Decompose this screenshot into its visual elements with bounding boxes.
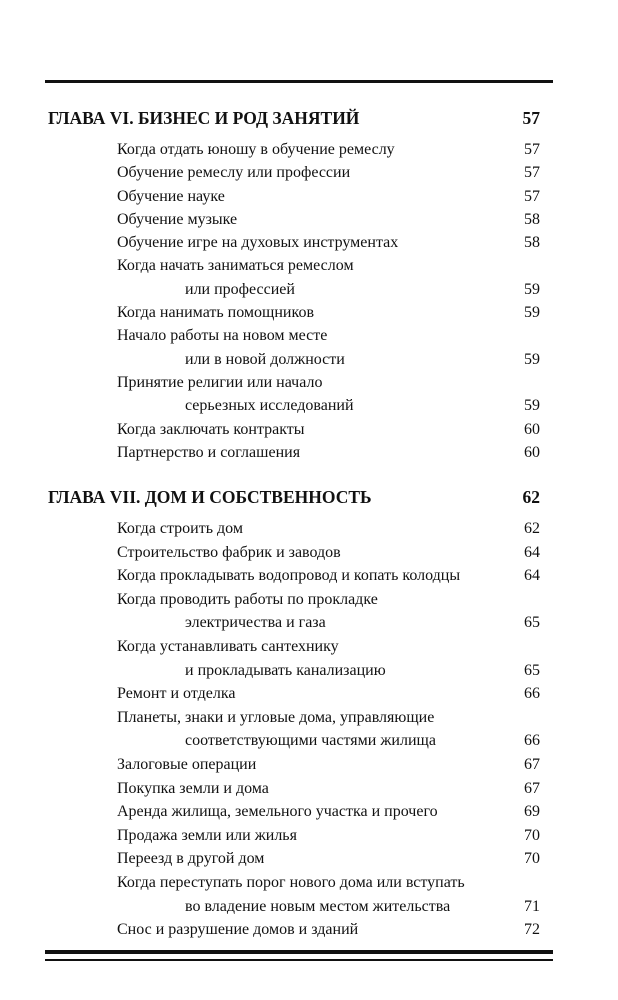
- toc-entry-text: Когда отдать юношу в обучение ремеслу: [117, 141, 395, 158]
- toc-entry-line: [117, 895, 540, 919]
- toc-entry-line: [117, 185, 540, 208]
- toc-entry-line: [117, 918, 540, 942]
- toc-entry: [117, 635, 540, 682]
- chapter-section: [48, 106, 540, 464]
- toc-entry: [117, 918, 540, 942]
- toc-entry-line: [117, 208, 540, 231]
- toc-entry: [117, 161, 540, 184]
- toc-entry-line: [117, 706, 540, 730]
- toc-entry-text: Обучение науке: [117, 187, 225, 205]
- toc-page-number: 57: [524, 164, 540, 182]
- toc-entry-line: [117, 278, 540, 301]
- toc-entry-line: [117, 394, 540, 417]
- toc-entry: [117, 301, 540, 324]
- toc-entry: [117, 441, 540, 464]
- toc-page-number: 70: [524, 850, 540, 868]
- toc-entry: [117, 824, 540, 848]
- toc-entry-text: Залоговые операции: [117, 755, 257, 773]
- toc-entry-text: Ремонт и отделка: [117, 685, 236, 703]
- toc-entry-text: Когда нанимать помощников: [117, 304, 315, 322]
- toc-entry: [117, 517, 540, 541]
- toc-entry-line: [117, 254, 540, 277]
- toc-page-number: 60: [524, 420, 540, 438]
- toc-page-number: 67: [524, 755, 540, 773]
- toc-entry-text: Обучение музыке: [117, 210, 238, 228]
- toc-entry-line: [117, 564, 540, 588]
- toc-entry-text: серьезных исследований: [185, 397, 354, 415]
- chapter-title: ГЛАВА VI. БИЗНЕС И РОД ЗАНЯТИЙ: [48, 108, 360, 128]
- toc-entry-text: Обучение игре на духовых инструментах: [117, 234, 399, 252]
- toc-entry: [117, 371, 540, 418]
- toc-entry-text: Партнерство и соглашения: [117, 443, 301, 461]
- toc-entry-line: [117, 871, 540, 895]
- toc-page-number: 67: [524, 779, 540, 797]
- toc-entry: [117, 847, 540, 871]
- toc-page-number: 64: [524, 567, 540, 585]
- toc-entry-line: [117, 824, 540, 848]
- toc-entry-text: Когда устанавливать сантехнику: [117, 637, 339, 655]
- toc-entry: [117, 871, 540, 918]
- toc-entry-text: Когда строить дом: [117, 520, 243, 537]
- toc-entry: [117, 682, 540, 706]
- toc-entry-text: Строительство фабрик и заводов: [117, 543, 341, 561]
- toc-entry: [117, 706, 540, 753]
- chapter-heading: [48, 106, 540, 130]
- toc-entry-line: [117, 138, 540, 161]
- toc-page-number: 65: [524, 614, 540, 632]
- toc-entry: [117, 753, 540, 777]
- toc-entry-text: Аренда жилища, земельного участка и прочего: [117, 803, 438, 821]
- toc-entry-line: [117, 611, 540, 635]
- toc-entry: [117, 208, 540, 231]
- chapter-title: ГЛАВА VII. ДОМ И СОБСТВЕННОСТЬ: [48, 487, 372, 507]
- toc-entry-line: [117, 847, 540, 871]
- toc-entry: [117, 588, 540, 635]
- toc-entry-line: [117, 161, 540, 184]
- toc-entry-line: [117, 541, 540, 565]
- chapter-page-number: 62: [522, 487, 540, 507]
- toc-page-number: 69: [524, 803, 540, 821]
- toc-entry: [117, 138, 540, 161]
- toc-entry-text: Когда проводить работы по прокладке: [117, 590, 378, 608]
- toc-page-number: 58: [524, 234, 540, 252]
- toc-entry-line: [117, 682, 540, 706]
- toc-entry-line: [117, 324, 540, 347]
- toc-page-number: 62: [524, 520, 540, 537]
- toc-entry-text: Начало работы на новом месте: [117, 327, 328, 345]
- toc-page-number: 59: [524, 304, 540, 322]
- toc-entry-text: Планеты, знаки и угловые дома, управляющие: [117, 708, 435, 726]
- toc-page-number: 70: [524, 826, 540, 844]
- toc-page-number: 59: [524, 350, 540, 368]
- toc-entry-line: [117, 301, 540, 324]
- toc-entry-line: [117, 371, 540, 394]
- toc-entry-text: во владение новым местом жительства: [185, 897, 451, 915]
- chapter-heading: [48, 485, 540, 509]
- toc-entry: [117, 800, 540, 824]
- top-rule: [45, 80, 553, 83]
- toc-entry-line: [117, 517, 540, 541]
- toc-entry: [117, 254, 540, 301]
- toc-page-number: 65: [524, 661, 540, 679]
- toc-entry-text: Снос и разрушение домов и зданий: [117, 921, 359, 939]
- toc-entry-text: и прокладывать канализацию: [185, 661, 386, 679]
- toc-page-number: 60: [524, 443, 540, 461]
- chapter-section: [48, 485, 540, 942]
- toc-entry-line: [117, 231, 540, 254]
- toc-entry-text: Когда прокладывать водопровод и копать колодцы: [117, 567, 461, 585]
- toc-page-number: 58: [524, 210, 540, 228]
- toc-entry-text: электричества и газа: [185, 614, 326, 632]
- toc-entry-text: соответствующими частями жилища: [185, 732, 436, 750]
- toc-entry-line: [117, 588, 540, 612]
- toc-entry-text: или профессией: [185, 280, 295, 298]
- toc-entry-text: Когда заключать контракты: [117, 420, 305, 438]
- toc-page-number: 64: [524, 543, 540, 561]
- toc-entry-line: [117, 800, 540, 824]
- toc-entry-text: Когда переступать порог нового дома или вступать: [117, 873, 465, 891]
- toc-entry-line: [117, 729, 540, 753]
- toc-entry-text: Покупка земли и дома: [117, 779, 269, 797]
- toc-entry-text: Принятие религии или начало: [117, 373, 323, 391]
- toc-entry: [117, 324, 540, 371]
- toc-entry-line: [117, 418, 540, 441]
- toc-page-number: 57: [524, 187, 540, 205]
- toc-page-number: 59: [524, 280, 540, 298]
- toc-page-number: 72: [524, 921, 540, 939]
- bottom-rule-thin: [45, 959, 553, 961]
- toc-entry: [117, 185, 540, 208]
- toc-entry-text: Обучение ремеслу или профессии: [117, 164, 351, 182]
- toc-entry: [117, 541, 540, 565]
- toc-entry: [117, 777, 540, 801]
- toc-page-number: 66: [524, 732, 540, 750]
- toc-entry-line: [117, 348, 540, 371]
- bottom-rule-thick: [45, 950, 553, 954]
- toc-entry-line: [117, 777, 540, 801]
- toc-page-number: 59: [524, 397, 540, 415]
- toc-entry-text: Продажа земли или жилья: [117, 826, 297, 844]
- toc-entry-line: [117, 659, 540, 683]
- toc-entry: [117, 418, 540, 441]
- toc-page-number: 71: [524, 897, 540, 915]
- toc-page-number: 57: [524, 141, 540, 158]
- toc-entry-line: [117, 441, 540, 464]
- toc-entry-text: Когда начать заниматься ремеслом: [117, 257, 354, 275]
- toc-entry-text: или в новой должности: [185, 350, 345, 368]
- toc-entry-line: [117, 635, 540, 659]
- toc-entry: [117, 231, 540, 254]
- toc-entry-text: Переезд в другой дом: [117, 850, 265, 868]
- chapter-page-number: 57: [522, 108, 540, 128]
- toc-page-number: 66: [524, 685, 540, 703]
- toc-entry-line: [117, 753, 540, 777]
- toc-entry: [117, 564, 540, 588]
